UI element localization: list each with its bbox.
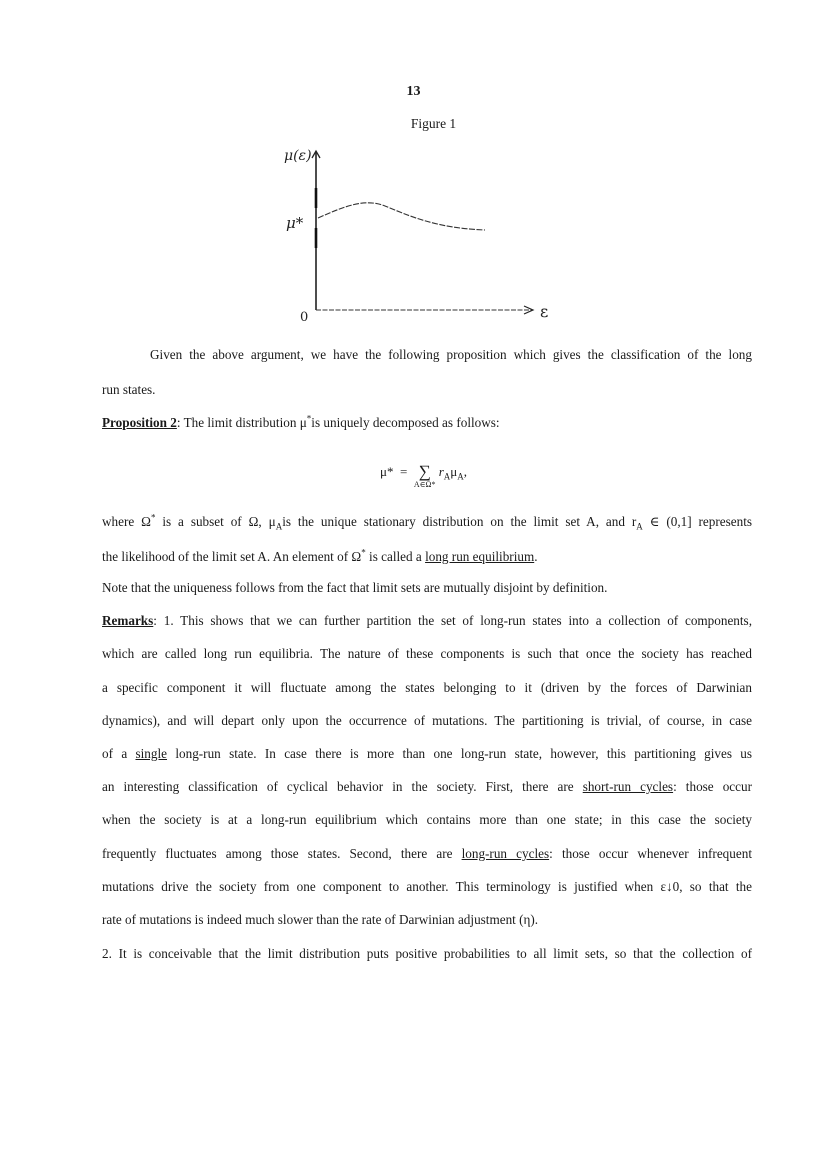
single-term: single bbox=[135, 746, 168, 761]
remarks-line-3: a specific component it will fluctuate among the states belonging to it (driven by the forces of Darwinian bbox=[102, 680, 752, 695]
remarks-line-10: rate of mutations is indeed much slower than the rate of Darwinian adjustment (η). bbox=[102, 912, 539, 927]
proposition-label: Proposition 2 bbox=[102, 415, 177, 430]
remarks-line-7: when the society is at a long-run equilibrium which contains more than one state; in this case the society bbox=[102, 812, 752, 827]
uniqueness-note: Note that the uniqueness follows from the fact that limit sets are mutually disjoint by definition. bbox=[102, 580, 608, 595]
remarks-l6-b: : those occur bbox=[673, 779, 752, 794]
intro-line-1: Given the above argument, we have the following proposition which gives the classification of the long bbox=[150, 347, 752, 362]
remarks-line-1 bbox=[102, 613, 752, 629]
eq-mu: μ bbox=[450, 464, 458, 479]
limit-distribution-curve bbox=[318, 203, 485, 230]
curve-label: μ* bbox=[286, 214, 304, 232]
eq-r-sub: A bbox=[443, 471, 451, 482]
decomposition-equation bbox=[0, 464, 827, 490]
remarks-l8-b: : those occur whenever infrequent bbox=[549, 846, 752, 861]
intro-line-2: run states. bbox=[102, 382, 156, 397]
figure-1-sketch bbox=[270, 140, 570, 330]
eq-comma: , bbox=[463, 464, 468, 479]
remarks-l1: : 1. This shows that we can further partition the set of long-run states into a collection of components, bbox=[153, 613, 752, 628]
eq-sum-sign: ∑ bbox=[418, 462, 431, 481]
eq-sum-index: A∈Ω* bbox=[413, 480, 436, 489]
proposition-text-after: is uniquely decomposed as follows: bbox=[311, 415, 500, 430]
where-d: ∈ (0,1] represents bbox=[642, 514, 752, 529]
where-line2-sup: * bbox=[361, 547, 366, 558]
remarks-line-4: dynamics), and will depart only upon the occurrence of mutations. The partitioning is trivial, of course, in case bbox=[102, 713, 752, 728]
remarks-line-5 bbox=[102, 746, 752, 762]
remarks-line-8 bbox=[102, 846, 752, 862]
where-b-sub: A bbox=[275, 521, 283, 532]
eq-lhs: μ* bbox=[379, 464, 394, 479]
remarks-l5-a: of a bbox=[102, 746, 136, 761]
figure-title: Figure 1 bbox=[410, 116, 457, 131]
remarks-line-2: which are called long run equilibria. The nature of these components is such that once the society has reached bbox=[102, 646, 752, 661]
remarks-line-11: 2. It is conceivable that the limit distribution puts positive probabilities to all limit sets, so that the collection of bbox=[102, 946, 752, 961]
where-line2-b: is called a bbox=[365, 549, 426, 564]
x-axis-label: ε bbox=[540, 302, 549, 321]
where-line2-c: . bbox=[534, 549, 538, 564]
eq-equals: = bbox=[399, 464, 408, 479]
proposition-sup: * bbox=[306, 413, 312, 424]
short-run-cycles-term: short-run cycles bbox=[582, 779, 674, 794]
eq-mu-sub: A bbox=[457, 471, 464, 482]
where-c: is the unique stationary distribution on the limit set A, and r bbox=[282, 514, 637, 529]
origin-label: 0 bbox=[300, 310, 309, 325]
where-c-sub: A bbox=[636, 521, 643, 532]
eq-r: r bbox=[438, 464, 444, 479]
page-number: 13 bbox=[406, 84, 421, 99]
remarks-line-9: mutations drive the society from one component to another. This terminology is justified when ε↓0, so that the bbox=[102, 879, 752, 894]
long-run-equilibrium-term: long run equilibrium bbox=[425, 549, 535, 564]
where-line2-a: the likelihood of the limit set A. An element of Ω bbox=[102, 549, 362, 564]
long-run-cycles-term: long-run cycles bbox=[461, 846, 550, 861]
proposition-text-before: : The limit distribution μ bbox=[176, 415, 307, 430]
remarks-label: Remarks bbox=[102, 613, 154, 628]
remarks-l5-b: long-run state. In case there is more than one long-run state, however, this partitioning gives us bbox=[167, 746, 753, 761]
remarks-l6-a: an interesting classification of cyclical behavior in the society. First, there are bbox=[102, 779, 583, 794]
where-line-1 bbox=[102, 514, 752, 530]
remarks-line-6 bbox=[102, 779, 752, 795]
remarks-l8-a: frequently fluctuates among those states. Second, there are bbox=[102, 846, 462, 861]
proposition-2 bbox=[102, 415, 752, 431]
where-a-sup: * bbox=[150, 512, 156, 523]
where-a: where Ω bbox=[102, 514, 151, 529]
y-axis-label: μ(ε) bbox=[284, 148, 312, 164]
where-line-2 bbox=[102, 549, 752, 565]
where-b: is a subset of Ω, μ bbox=[155, 514, 276, 529]
